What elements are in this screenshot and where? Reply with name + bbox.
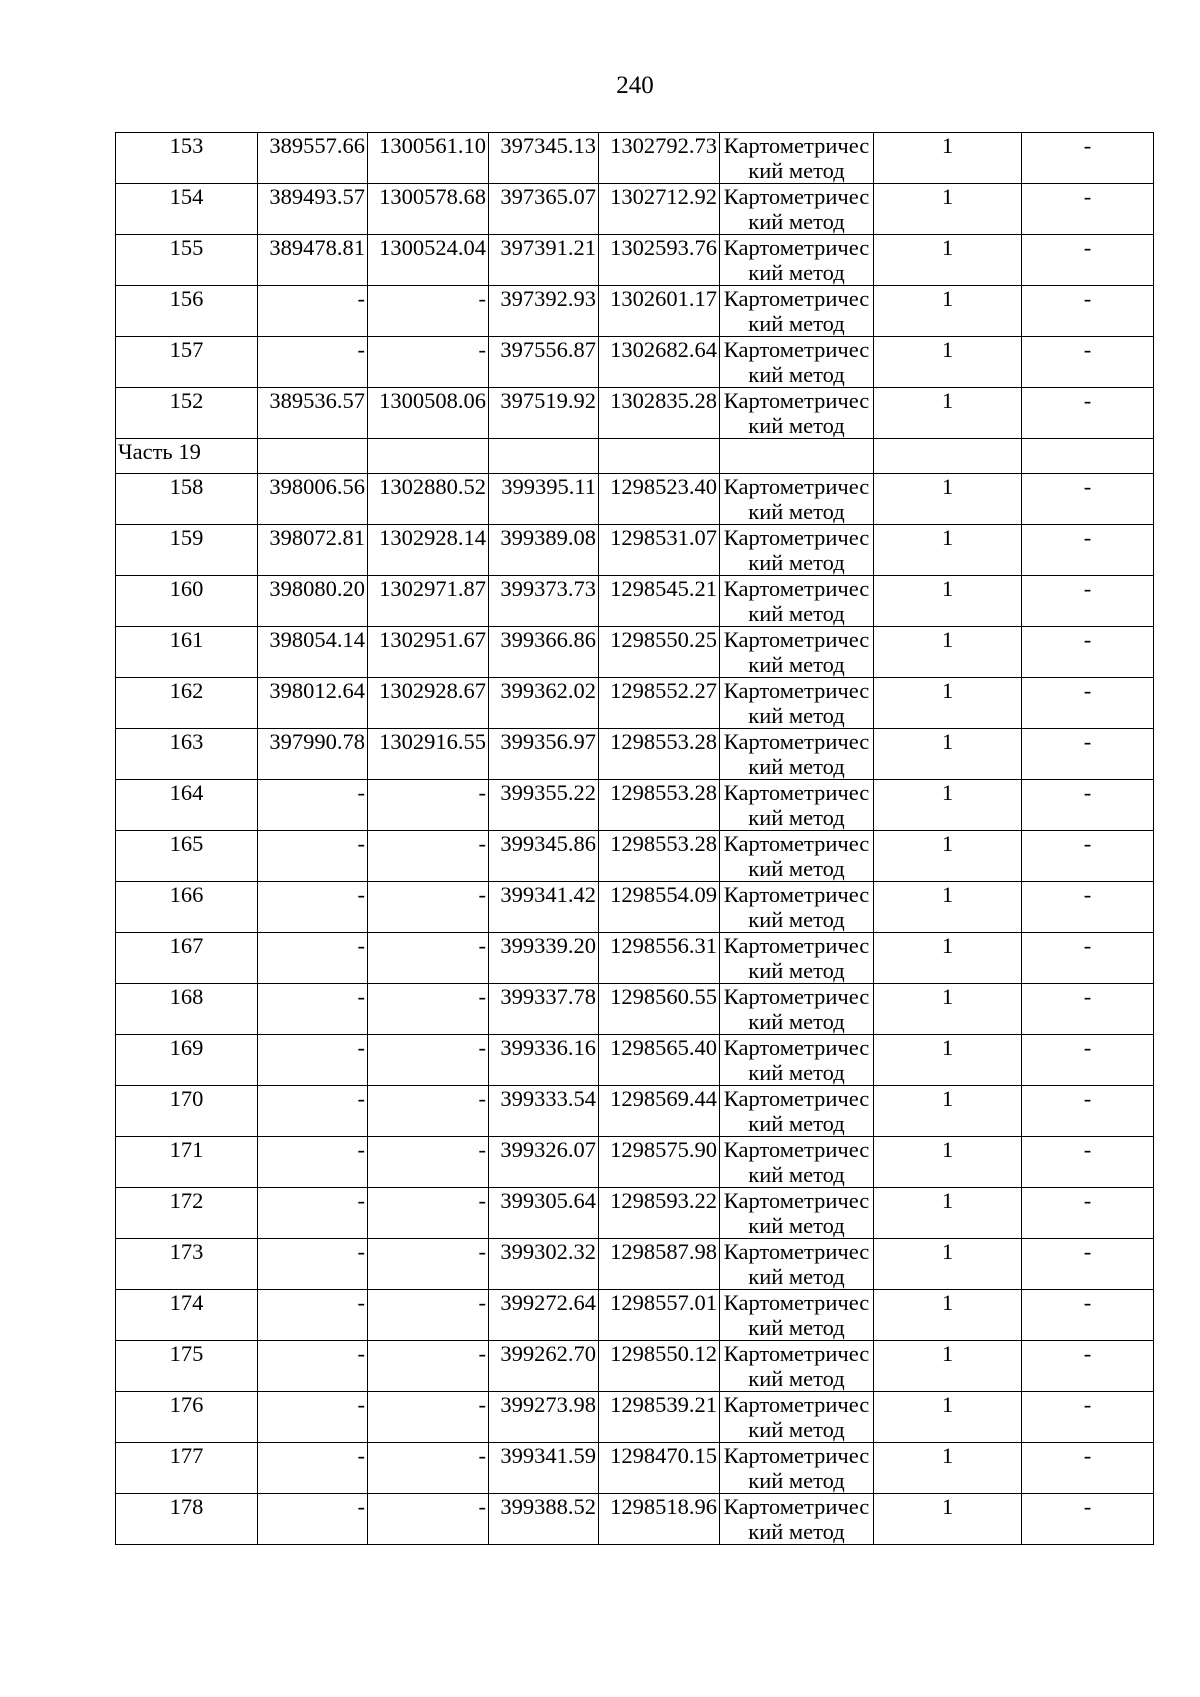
method-cell: Картометрический метод xyxy=(720,1443,874,1494)
old-y-cell: 1302971.87 xyxy=(368,576,489,627)
accuracy-cell: 1 xyxy=(874,831,1022,882)
empty-cell xyxy=(720,439,874,474)
accuracy-cell: 1 xyxy=(874,133,1022,184)
point-number-cell: 155 xyxy=(116,235,258,286)
new-y-cell: 1298557.01 xyxy=(599,1290,720,1341)
method-cell: Картометрический метод xyxy=(720,474,874,525)
method-cell: Картометрический метод xyxy=(720,337,874,388)
new-x-cell: 399339.20 xyxy=(489,933,599,984)
note-cell: - xyxy=(1022,525,1154,576)
empty-cell xyxy=(368,439,489,474)
table-row xyxy=(116,882,1154,933)
note-cell: - xyxy=(1022,388,1154,439)
new-x-cell: 399362.02 xyxy=(489,678,599,729)
old-x-cell: - xyxy=(258,780,368,831)
new-x-cell: 399305.64 xyxy=(489,1188,599,1239)
table-row xyxy=(116,133,1154,184)
method-cell: Картометрический метод xyxy=(720,235,874,286)
method-cell: Картометрический метод xyxy=(720,1392,874,1443)
point-number-cell: 158 xyxy=(116,474,258,525)
new-y-cell: 1298565.40 xyxy=(599,1035,720,1086)
new-y-cell: 1298553.28 xyxy=(599,780,720,831)
accuracy-cell: 1 xyxy=(874,474,1022,525)
new-y-cell: 1298556.31 xyxy=(599,933,720,984)
new-y-cell: 1302593.76 xyxy=(599,235,720,286)
old-y-cell: 1302951.67 xyxy=(368,627,489,678)
method-cell: Картометрический метод xyxy=(720,729,874,780)
note-cell: - xyxy=(1022,1188,1154,1239)
old-x-cell: 389557.66 xyxy=(258,133,368,184)
new-x-cell: 399366.86 xyxy=(489,627,599,678)
table-body xyxy=(116,133,1154,1545)
table-row xyxy=(116,627,1154,678)
section-title: Часть 19 xyxy=(116,439,258,474)
table-row xyxy=(116,1290,1154,1341)
point-number-cell: 168 xyxy=(116,984,258,1035)
new-x-cell: 397345.13 xyxy=(489,133,599,184)
table-row xyxy=(116,1137,1154,1188)
note-cell: - xyxy=(1022,1137,1154,1188)
point-number-cell: 172 xyxy=(116,1188,258,1239)
accuracy-cell: 1 xyxy=(874,1290,1022,1341)
section-header-row xyxy=(116,439,1154,474)
new-y-cell: 1298569.44 xyxy=(599,1086,720,1137)
empty-cell xyxy=(874,439,1022,474)
method-cell: Картометрический метод xyxy=(720,1239,874,1290)
note-cell: - xyxy=(1022,729,1154,780)
accuracy-cell: 1 xyxy=(874,525,1022,576)
old-x-cell: - xyxy=(258,831,368,882)
old-x-cell: - xyxy=(258,286,368,337)
table-row xyxy=(116,831,1154,882)
old-y-cell: 1302916.55 xyxy=(368,729,489,780)
old-y-cell: - xyxy=(368,1290,489,1341)
table-row xyxy=(116,1341,1154,1392)
point-number-cell: 177 xyxy=(116,1443,258,1494)
table-row xyxy=(116,933,1154,984)
point-number-cell: 166 xyxy=(116,882,258,933)
table-row xyxy=(116,1035,1154,1086)
table-row xyxy=(116,1188,1154,1239)
note-cell: - xyxy=(1022,1443,1154,1494)
new-x-cell: 399373.73 xyxy=(489,576,599,627)
old-y-cell: - xyxy=(368,286,489,337)
old-x-cell: 398072.81 xyxy=(258,525,368,576)
note-cell: - xyxy=(1022,984,1154,1035)
table-row xyxy=(116,286,1154,337)
method-cell: Картометрический метод xyxy=(720,1494,874,1545)
note-cell: - xyxy=(1022,933,1154,984)
point-number-cell: 156 xyxy=(116,286,258,337)
point-number-cell: 162 xyxy=(116,678,258,729)
note-cell: - xyxy=(1022,780,1154,831)
note-cell: - xyxy=(1022,1035,1154,1086)
accuracy-cell: 1 xyxy=(874,780,1022,831)
accuracy-cell: 1 xyxy=(874,1443,1022,1494)
note-cell: - xyxy=(1022,286,1154,337)
note-cell: - xyxy=(1022,1086,1154,1137)
note-cell: - xyxy=(1022,1341,1154,1392)
old-x-cell: - xyxy=(258,1188,368,1239)
point-number-cell: 170 xyxy=(116,1086,258,1137)
new-y-cell: 1298593.22 xyxy=(599,1188,720,1239)
old-x-cell: - xyxy=(258,1443,368,1494)
old-y-cell: - xyxy=(368,337,489,388)
old-y-cell: - xyxy=(368,1086,489,1137)
method-cell: Картометрический метод xyxy=(720,525,874,576)
accuracy-cell: 1 xyxy=(874,388,1022,439)
new-x-cell: 399388.52 xyxy=(489,1494,599,1545)
old-y-cell: - xyxy=(368,1443,489,1494)
note-cell: - xyxy=(1022,235,1154,286)
point-number-cell: 159 xyxy=(116,525,258,576)
note-cell: - xyxy=(1022,184,1154,235)
note-cell: - xyxy=(1022,576,1154,627)
accuracy-cell: 1 xyxy=(874,1392,1022,1443)
new-y-cell: 1298523.40 xyxy=(599,474,720,525)
table-row xyxy=(116,1392,1154,1443)
new-x-cell: 399337.78 xyxy=(489,984,599,1035)
old-y-cell: 1300578.68 xyxy=(368,184,489,235)
note-cell: - xyxy=(1022,1290,1154,1341)
new-y-cell: 1298575.90 xyxy=(599,1137,720,1188)
new-y-cell: 1298553.28 xyxy=(599,729,720,780)
note-cell: - xyxy=(1022,1494,1154,1545)
new-x-cell: 397556.87 xyxy=(489,337,599,388)
new-x-cell: 399345.86 xyxy=(489,831,599,882)
old-x-cell: - xyxy=(258,984,368,1035)
old-y-cell: - xyxy=(368,831,489,882)
old-y-cell: - xyxy=(368,1188,489,1239)
new-y-cell: 1298539.21 xyxy=(599,1392,720,1443)
old-y-cell: - xyxy=(368,1035,489,1086)
old-y-cell: 1302928.67 xyxy=(368,678,489,729)
method-cell: Картометрический метод xyxy=(720,576,874,627)
point-number-cell: 165 xyxy=(116,831,258,882)
table-row xyxy=(116,780,1154,831)
method-cell: Картометрический метод xyxy=(720,388,874,439)
note-cell: - xyxy=(1022,133,1154,184)
method-cell: Картометрический метод xyxy=(720,286,874,337)
note-cell: - xyxy=(1022,474,1154,525)
new-y-cell: 1302835.28 xyxy=(599,388,720,439)
new-y-cell: 1298560.55 xyxy=(599,984,720,1035)
old-x-cell: - xyxy=(258,1137,368,1188)
old-y-cell: - xyxy=(368,780,489,831)
point-number-cell: 164 xyxy=(116,780,258,831)
point-number-cell: 176 xyxy=(116,1392,258,1443)
method-cell: Картометрический метод xyxy=(720,1035,874,1086)
accuracy-cell: 1 xyxy=(874,1086,1022,1137)
new-x-cell: 399336.16 xyxy=(489,1035,599,1086)
accuracy-cell: 1 xyxy=(874,882,1022,933)
note-cell: - xyxy=(1022,831,1154,882)
old-y-cell: 1300561.10 xyxy=(368,133,489,184)
point-number-cell: 167 xyxy=(116,933,258,984)
new-y-cell: 1302712.92 xyxy=(599,184,720,235)
method-cell: Картометрический метод xyxy=(720,627,874,678)
method-cell: Картометрический метод xyxy=(720,984,874,1035)
old-y-cell: 1302880.52 xyxy=(368,474,489,525)
old-y-cell: - xyxy=(368,984,489,1035)
method-cell: Картометрический метод xyxy=(720,678,874,729)
method-cell: Картометрический метод xyxy=(720,1086,874,1137)
method-cell: Картометрический метод xyxy=(720,1188,874,1239)
empty-cell xyxy=(599,439,720,474)
table-row xyxy=(116,474,1154,525)
accuracy-cell: 1 xyxy=(874,984,1022,1035)
old-x-cell: - xyxy=(258,1035,368,1086)
method-cell: Картометрический метод xyxy=(720,882,874,933)
method-cell: Картометрический метод xyxy=(720,831,874,882)
new-y-cell: 1298550.12 xyxy=(599,1341,720,1392)
new-x-cell: 399262.70 xyxy=(489,1341,599,1392)
new-x-cell: 397391.21 xyxy=(489,235,599,286)
accuracy-cell: 1 xyxy=(874,337,1022,388)
old-y-cell: 1300524.04 xyxy=(368,235,489,286)
point-number-cell: 169 xyxy=(116,1035,258,1086)
note-cell: - xyxy=(1022,1392,1154,1443)
note-cell: - xyxy=(1022,627,1154,678)
point-number-cell: 175 xyxy=(116,1341,258,1392)
old-y-cell: - xyxy=(368,1341,489,1392)
empty-cell xyxy=(258,439,368,474)
point-number-cell: 173 xyxy=(116,1239,258,1290)
method-cell: Картометрический метод xyxy=(720,933,874,984)
old-x-cell: 398012.64 xyxy=(258,678,368,729)
table-row xyxy=(116,184,1154,235)
table-row xyxy=(116,337,1154,388)
new-y-cell: 1298545.21 xyxy=(599,576,720,627)
table-row xyxy=(116,1086,1154,1137)
method-cell: Картометрический метод xyxy=(720,1290,874,1341)
accuracy-cell: 1 xyxy=(874,235,1022,286)
table-row xyxy=(116,1494,1154,1545)
new-x-cell: 399395.11 xyxy=(489,474,599,525)
point-number-cell: 161 xyxy=(116,627,258,678)
new-x-cell: 399341.59 xyxy=(489,1443,599,1494)
accuracy-cell: 1 xyxy=(874,1494,1022,1545)
new-x-cell: 399272.64 xyxy=(489,1290,599,1341)
new-y-cell: 1298550.25 xyxy=(599,627,720,678)
new-x-cell: 399302.32 xyxy=(489,1239,599,1290)
accuracy-cell: 1 xyxy=(874,933,1022,984)
accuracy-cell: 1 xyxy=(874,1341,1022,1392)
empty-cell xyxy=(489,439,599,474)
empty-cell xyxy=(1022,439,1154,474)
old-x-cell: - xyxy=(258,1086,368,1137)
new-x-cell: 399341.42 xyxy=(489,882,599,933)
accuracy-cell: 1 xyxy=(874,286,1022,337)
point-number-cell: 163 xyxy=(116,729,258,780)
old-x-cell: - xyxy=(258,1341,368,1392)
new-y-cell: 1302792.73 xyxy=(599,133,720,184)
new-y-cell: 1302601.17 xyxy=(599,286,720,337)
old-x-cell: 389478.81 xyxy=(258,235,368,286)
table-row xyxy=(116,1443,1154,1494)
old-y-cell: 1300508.06 xyxy=(368,388,489,439)
point-number-cell: 171 xyxy=(116,1137,258,1188)
old-y-cell: - xyxy=(368,1392,489,1443)
accuracy-cell: 1 xyxy=(874,627,1022,678)
table-row xyxy=(116,984,1154,1035)
note-cell: - xyxy=(1022,678,1154,729)
method-cell: Картометрический метод xyxy=(720,1137,874,1188)
new-y-cell: 1298554.09 xyxy=(599,882,720,933)
note-cell: - xyxy=(1022,337,1154,388)
new-x-cell: 399273.98 xyxy=(489,1392,599,1443)
old-y-cell: - xyxy=(368,1137,489,1188)
table-row xyxy=(116,1239,1154,1290)
old-x-cell: - xyxy=(258,1392,368,1443)
old-y-cell: - xyxy=(368,882,489,933)
accuracy-cell: 1 xyxy=(874,576,1022,627)
new-x-cell: 399326.07 xyxy=(489,1137,599,1188)
old-y-cell: 1302928.14 xyxy=(368,525,489,576)
new-x-cell: 399389.08 xyxy=(489,525,599,576)
method-cell: Картометрический метод xyxy=(720,133,874,184)
new-y-cell: 1298470.15 xyxy=(599,1443,720,1494)
point-number-cell: 154 xyxy=(116,184,258,235)
new-x-cell: 399355.22 xyxy=(489,780,599,831)
accuracy-cell: 1 xyxy=(874,729,1022,780)
accuracy-cell: 1 xyxy=(874,1137,1022,1188)
table-row xyxy=(116,729,1154,780)
new-y-cell: 1298518.96 xyxy=(599,1494,720,1545)
accuracy-cell: 1 xyxy=(874,1239,1022,1290)
accuracy-cell: 1 xyxy=(874,678,1022,729)
point-number-cell: 174 xyxy=(116,1290,258,1341)
old-x-cell: - xyxy=(258,882,368,933)
page-number: 240 xyxy=(616,72,654,99)
point-number-cell: 160 xyxy=(116,576,258,627)
old-x-cell: - xyxy=(258,1290,368,1341)
table-row xyxy=(116,678,1154,729)
old-x-cell: 397990.78 xyxy=(258,729,368,780)
old-y-cell: - xyxy=(368,1239,489,1290)
old-x-cell: - xyxy=(258,1239,368,1290)
old-y-cell: - xyxy=(368,1494,489,1545)
note-cell: - xyxy=(1022,882,1154,933)
old-x-cell: - xyxy=(258,337,368,388)
method-cell: Картометрический метод xyxy=(720,184,874,235)
table-row xyxy=(116,576,1154,627)
new-y-cell: 1298531.07 xyxy=(599,525,720,576)
method-cell: Картометрический метод xyxy=(720,1341,874,1392)
point-number-cell: 153 xyxy=(116,133,258,184)
old-y-cell: - xyxy=(368,933,489,984)
old-x-cell: - xyxy=(258,933,368,984)
note-cell: - xyxy=(1022,1239,1154,1290)
point-number-cell: 157 xyxy=(116,337,258,388)
coordinates-table xyxy=(115,132,1154,1545)
old-x-cell: 398080.20 xyxy=(258,576,368,627)
table-row xyxy=(116,525,1154,576)
old-x-cell: 398054.14 xyxy=(258,627,368,678)
table-row xyxy=(116,235,1154,286)
new-x-cell: 397519.92 xyxy=(489,388,599,439)
new-y-cell: 1298553.28 xyxy=(599,831,720,882)
old-x-cell: 398006.56 xyxy=(258,474,368,525)
point-number-cell: 152 xyxy=(116,388,258,439)
new-y-cell: 1298552.27 xyxy=(599,678,720,729)
old-x-cell: - xyxy=(258,1494,368,1545)
point-number-cell: 178 xyxy=(116,1494,258,1545)
accuracy-cell: 1 xyxy=(874,184,1022,235)
new-y-cell: 1302682.64 xyxy=(599,337,720,388)
method-cell: Картометрический метод xyxy=(720,780,874,831)
new-x-cell: 399356.97 xyxy=(489,729,599,780)
new-x-cell: 397392.93 xyxy=(489,286,599,337)
new-y-cell: 1298587.98 xyxy=(599,1239,720,1290)
new-x-cell: 397365.07 xyxy=(489,184,599,235)
new-x-cell: 399333.54 xyxy=(489,1086,599,1137)
old-x-cell: 389493.57 xyxy=(258,184,368,235)
old-x-cell: 389536.57 xyxy=(258,388,368,439)
table-row xyxy=(116,388,1154,439)
accuracy-cell: 1 xyxy=(874,1035,1022,1086)
accuracy-cell: 1 xyxy=(874,1188,1022,1239)
